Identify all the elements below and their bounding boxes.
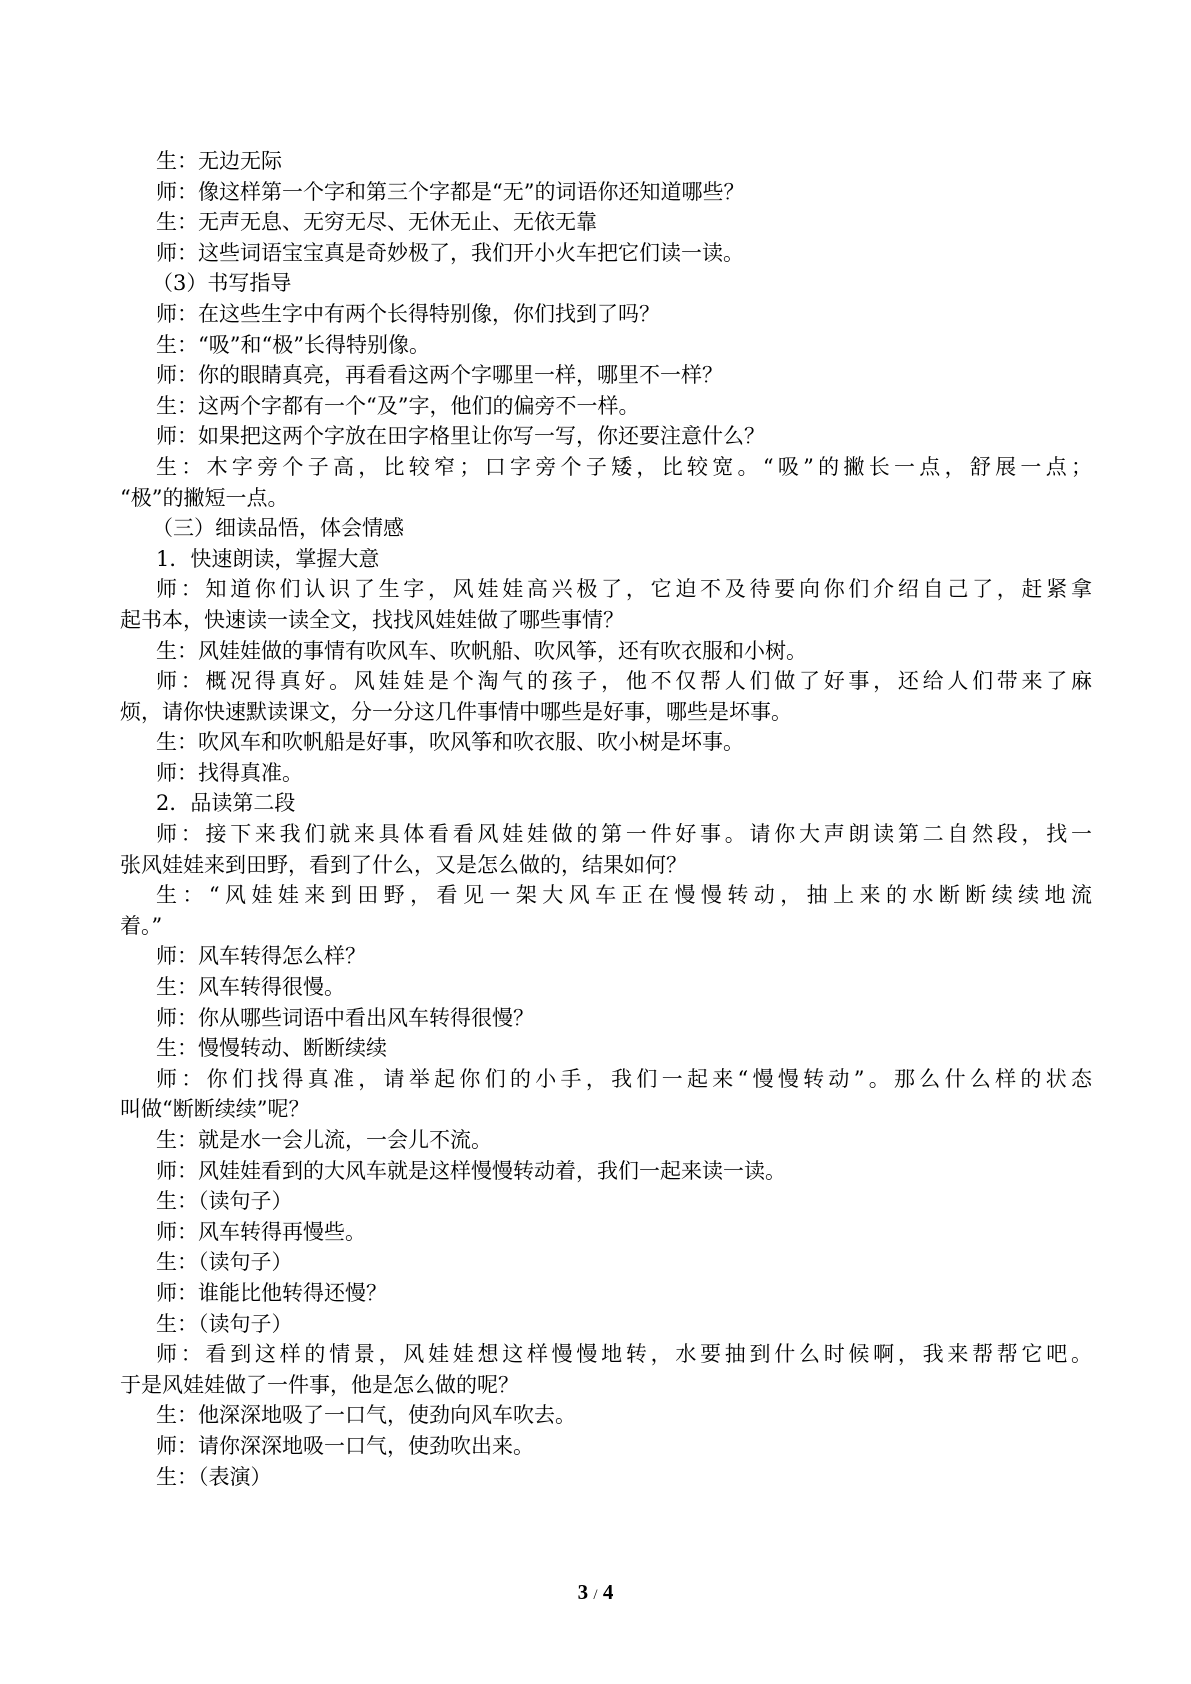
text-line: 师：知道你们认识了生字，风娃娃高兴极了，它迫不及待要向你们介绍自己了，赶紧拿 (156, 577, 1092, 602)
text-line: 生：他深深地吸了一口气，使劲向风车吹去。 (156, 1403, 576, 1428)
text-line: 生：（读句子） (156, 1250, 293, 1275)
text-line: 师：看到这样的情景，风娃娃想这样慢慢地转，水要抽到什么时候啊，我来帮帮它吧。 (156, 1342, 1092, 1367)
text-line: 师：像这样第一个字和第三个字都是“无”的词语你还知道哪些？ (156, 179, 745, 204)
text-line: 生：（读句子） (156, 1189, 293, 1214)
text-line: 生：“吸”和“极”长得特别像。 (156, 332, 430, 357)
text-line: 生：吹风车和吹帆船是好事，吹风筝和吹衣服、吹小树是坏事。 (156, 730, 744, 755)
text-line: 师：你的眼睛真亮，再看看这两个字哪里一样，哪里不一样？ (156, 363, 723, 388)
page-total: 4 (602, 1580, 614, 1604)
text-line: 生：这两个字都有一个“及”字，他们的偏旁不一样。 (156, 393, 640, 418)
text-line: 起书本，快速读一读全文，找找风娃娃做了哪些事情？ (120, 607, 624, 632)
page-current: 3 (577, 1580, 589, 1604)
document-body (0, 146, 1191, 1492)
page-number (0, 1580, 1191, 1605)
text-line: 生：“风娃娃来到田野，看见一架大风车正在慢慢转动，抽上来的水断断续续地流 (156, 883, 1092, 908)
text-line: 师：接下来我们就来具体看看风娃娃做的第一件好事。请你大声朗读第二自然段，找一 (156, 822, 1092, 847)
text-line: 生：无声无息、无穷无尽、无休无止、无依无靠 (156, 210, 597, 235)
text-line: 师：这些词语宝宝真是奇妙极了，我们开小火车把它们读一读。 (156, 240, 744, 265)
text-line: （三）细读品悟，体会情感 (152, 516, 404, 541)
text-line: 生：（读句子） (156, 1311, 293, 1336)
text-line: 师：你们找得真准，请举起你们的小手，我们一起来“慢慢转动”。那么什么样的状态 (156, 1066, 1092, 1091)
text-line: 烦，请你快速默读课文，分一分这几件事情中哪些是好事，哪些是坏事。 (120, 699, 792, 724)
text-line: 生：风车转得很慢。 (156, 975, 345, 1000)
text-line: 生：无边无际 (156, 149, 282, 173)
page-separator: / (593, 1587, 598, 1603)
text-line: 生：风娃娃做的事情有吹风车、吹帆船、吹风筝，还有吹衣服和小树。 (156, 638, 807, 663)
text-line: 师：风车转得再慢些。 (156, 1219, 366, 1244)
text-line: 师：风娃娃看到的大风车就是这样慢慢转动着，我们一起来读一读。 (156, 1158, 786, 1183)
text-line: 师：你从哪些词语中看出风车转得很慢？ (156, 1005, 534, 1030)
text-line: 1．快速朗读，掌握大意 (156, 546, 380, 571)
text-line: 师：找得真准。 (156, 760, 303, 785)
text-line: 叫做“断断续续”呢？ (120, 1097, 310, 1122)
text-line: （3）书写指导 (152, 271, 292, 296)
text-line: “极”的撇短一点。 (120, 485, 289, 510)
text-line: 师：谁能比他转得还慢？ (156, 1280, 387, 1305)
text-line: 生：就是水一会儿流，一会儿不流。 (156, 1128, 492, 1152)
text-line: 师：风车转得怎么样？ (156, 944, 366, 969)
text-line: 生：木字旁个子高，比较窄；口字旁个子矮，比较宽。“吸”的撇长一点，舒展一点； (156, 454, 1092, 479)
text-line: 于是风娃娃做了一件事，他是怎么做的呢？ (120, 1372, 519, 1397)
text-line: 师：概况得真好。风娃娃是个淘气的孩子，他不仅帮人们做了好事，还给人们带来了麻 (156, 669, 1092, 694)
text-line: 张风娃娃来到田野，看到了什么，又是怎么做的，结果如何？ (120, 852, 687, 877)
text-line: 生：（表演） (156, 1464, 272, 1489)
text-line: 生：慢慢转动、断断续续 (156, 1036, 387, 1061)
text-line: 2．品读第二段 (156, 791, 296, 816)
text-line: 师：请你深深地吸一口气，使劲吹出来。 (156, 1433, 534, 1458)
text-line: 师：如果把这两个字放在田字格里让你写一写，你还要注意什么？ (156, 424, 765, 449)
text-line: 师：在这些生字中有两个长得特别像，你们找到了吗？ (156, 301, 660, 326)
text-line: 着。” (120, 913, 163, 938)
